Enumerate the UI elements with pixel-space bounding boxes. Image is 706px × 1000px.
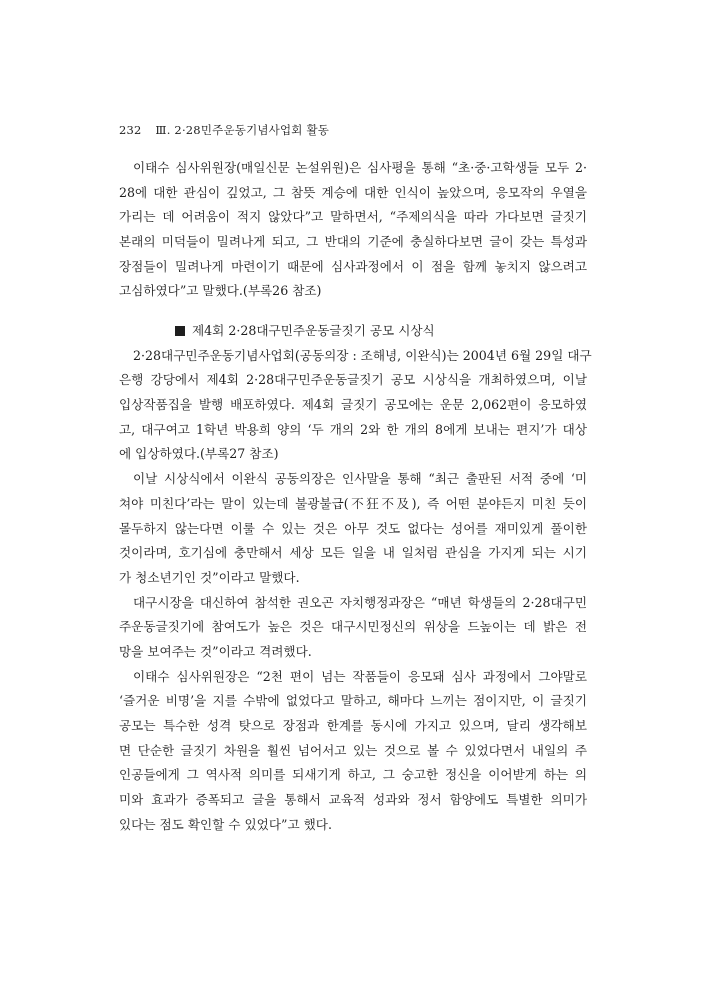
text-line: 본래의 미덕들이 밀려나게 되고, 그 반대의 기준에 충실하다보면 글이 갖는 특성과 <box>119 234 587 250</box>
text-line: 가리는 데 어려움이 적지 않았다”고 말하면서, “주제의식을 따라 가다보면 글짓기 <box>119 209 587 225</box>
text-line: ‘즐거운 비명’을 지를 수밖에 없었다고 말하고, 해마다 느끼는 점이지만, 이 글짓기 <box>119 693 587 709</box>
paragraph <box>119 665 587 838</box>
text-line: 면 단순한 글짓기 차원을 훨씬 넘어서고 있는 것으로 볼 수 있었다면서 내일의 주 <box>119 742 587 758</box>
text-line: 이날 시상식에서 이완식 공동의장은 인사말을 통해 “최근 출판된 서적 중에 ‘미 <box>133 471 587 487</box>
section-heading-text: 제4회 2·28대구민주운동글짓기 공모 시상식 <box>192 323 435 338</box>
section-heading <box>119 319 587 344</box>
text-line: 것이라며, 호기심에 충만해서 세상 모든 일을 내 일처럼 관심을 가지게 되는 시기 <box>119 545 587 561</box>
text-line: 입상작품집을 발행 배포하였다. 제4회 글짓기 공모에는 운문 2,062편이 응모하였 <box>119 397 587 413</box>
text-line: 주운동글짓기에 참여도가 높은 것은 대구시민정신의 위상을 드높이는 데 밝은 전 <box>119 619 587 635</box>
page-number: 232 <box>119 123 142 137</box>
text-line: 이태수 심사위원장(매일신문 논설위원)은 심사평을 통해 “초·중·고학생들 모두 2· <box>133 160 587 175</box>
text-line: 있다는 점도 확인할 수 있었다”고 했다. <box>119 816 332 832</box>
text-line: 이태수 심사위원장은 “2천 편이 넘는 작품들이 응모돼 심사 과정에서 그야말로 <box>133 668 587 684</box>
text-line: 고, 대구여고 1학년 박용희 양의 ‘두 개의 2와 한 개의 8에게 보내는 편지’가 대상 <box>119 421 587 437</box>
text-line: 망을 보여주는 것”이라고 격려했다. <box>119 643 312 659</box>
text-line: 쳐야 미친다’라는 말이 있는데 불광불급(不狂不及), 즉 어떤 분야든지 미친 듯이 <box>119 495 587 511</box>
text-line: 몰두하지 않는다면 이룰 수 있는 것은 아무 것도 없다는 성어를 재미있게 풀이한 <box>119 520 587 536</box>
text-line: 2·28대구민주운동기념사업회(공동의장 : 조해녕, 이완식)는 2004년 6월 29일 대구 <box>133 347 592 363</box>
text-line: 대구시장을 대신하여 참석한 권오곤 자치행정과장은 “매년 학생들의 2·28대구민 <box>133 594 587 610</box>
text-line: 가 청소년기인 것”이라고 말했다. <box>119 569 300 585</box>
running-title: Ⅲ. 2·28민주운동기념사업회 활동 <box>155 123 330 137</box>
text-line: 에 입상하였다.(부록27 참조) <box>119 446 279 462</box>
text-line: 장점들이 밀려나게 마련이기 때문에 심사과정에서 이 점을 함께 놓치지 않으려고 <box>119 258 587 274</box>
ceremony-section <box>119 319 592 837</box>
text-line: 28에 대한 관심이 깊었고, 그 참뜻 계승에 대한 인식이 높았으며, 응모작의 우열을 <box>119 184 587 200</box>
text-line: 고심하였다”고 말했다.(부록26 참조) <box>119 283 322 299</box>
text-line: 미와 효과가 증폭되고 글을 통해서 교육적 성과와 정서 함양에도 특별한 의미가 <box>119 792 587 808</box>
running-header <box>119 122 329 138</box>
square-bullet-icon <box>175 326 185 336</box>
text-line: 은행 강당에서 제4회 2·28대구민주운동글짓기 공모 시상식을 개최하였으며, 이날 <box>119 372 587 388</box>
paragraph <box>119 344 592 467</box>
paragraph <box>119 591 587 665</box>
text-line: 공모는 특수한 성격 탓으로 장점과 한계를 동시에 가지고 있으며, 달리 생각해보 <box>119 718 587 733</box>
intro-paragraph <box>119 156 587 304</box>
text-line: 인공들에게 그 역사적 의미를 되새기게 하고, 그 숭고한 정신을 이어받게 하는 의 <box>119 767 587 783</box>
paragraph <box>119 467 587 590</box>
